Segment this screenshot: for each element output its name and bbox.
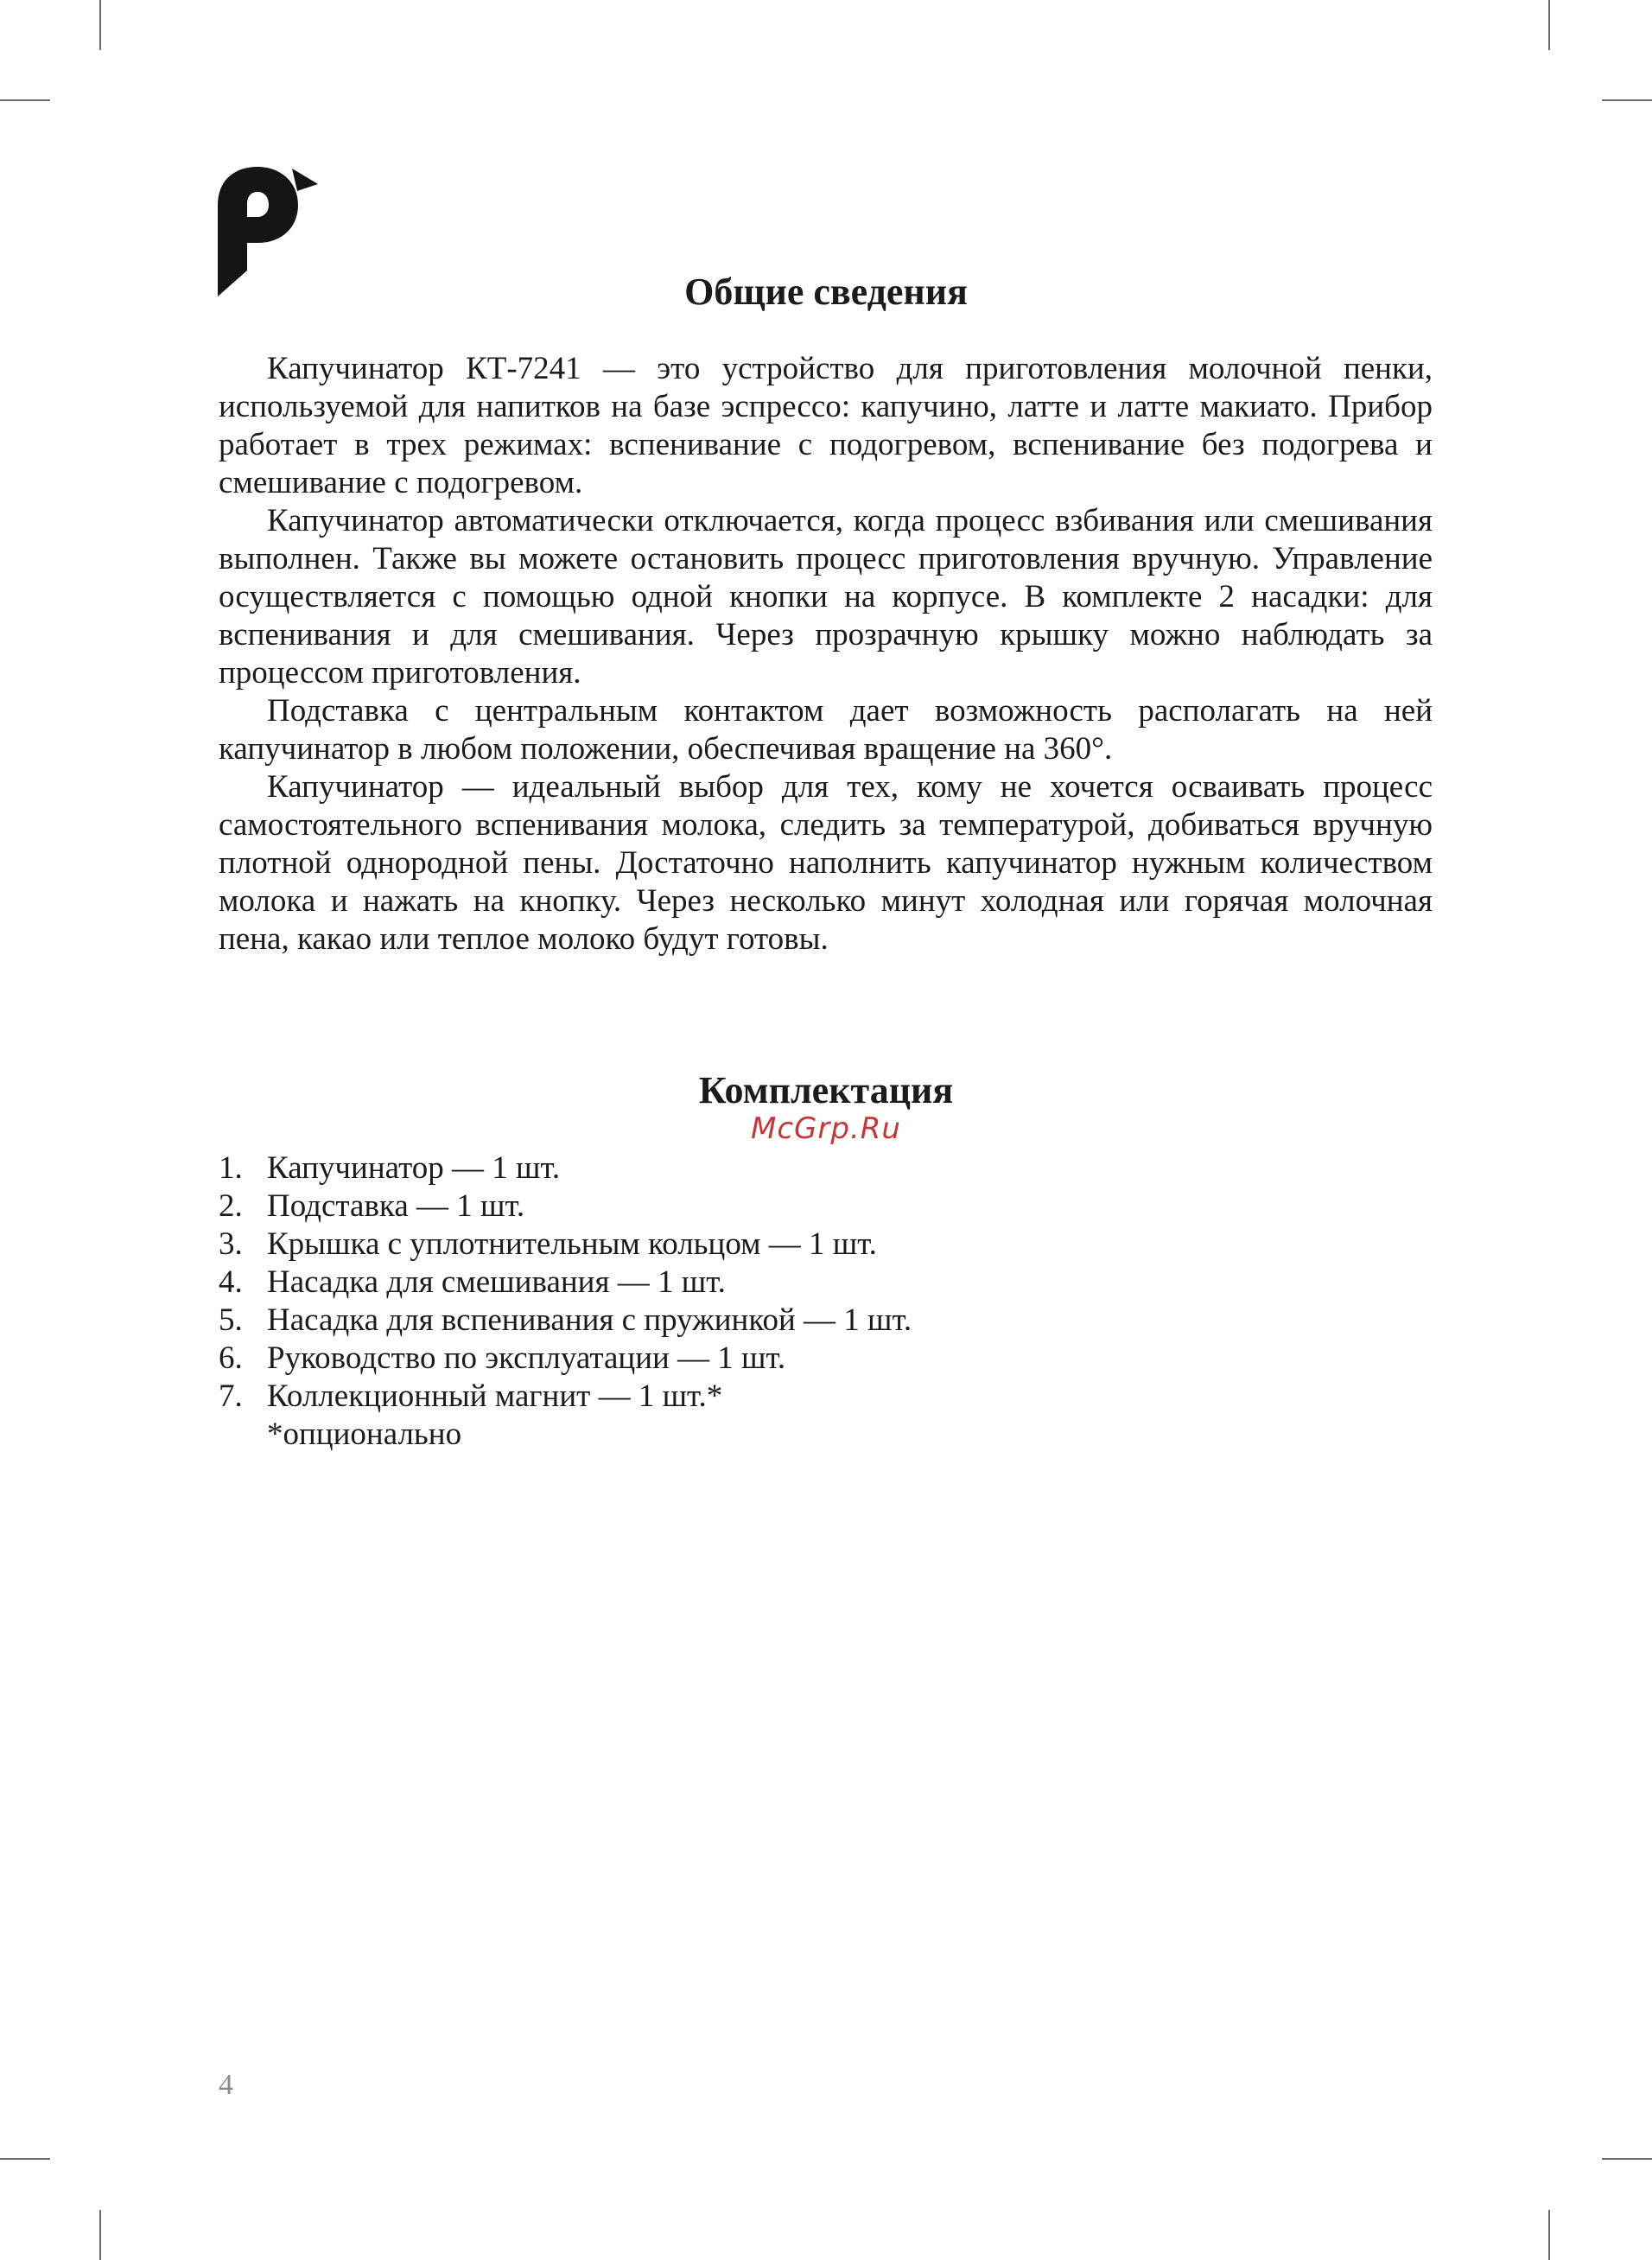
watermark: McGrp.Ru bbox=[751, 1111, 901, 1146]
paragraph: Капучинатор КТ-7241 — это устройство для приготовления молочной пенки, используемой для напитков на базе эспрессо: капучино, латте и латте макиато. Прибор работает в трех режимах: вспенивание с подогревом, вспенивание без подогрева и смешивание с подогревом. bbox=[219, 351, 1433, 500]
list-item-number: 1. bbox=[219, 1150, 243, 1186]
crop-mark bbox=[1548, 0, 1550, 50]
list-item-number: 5. bbox=[219, 1302, 243, 1338]
list-item bbox=[219, 1187, 1255, 1225]
list-item-text: Насадка для вспенивания с пружинкой — 1 шт. bbox=[267, 1302, 912, 1338]
crop-mark bbox=[0, 99, 50, 101]
crop-mark bbox=[1602, 99, 1652, 101]
footnote: *опционально bbox=[267, 1416, 462, 1452]
crop-mark bbox=[99, 0, 101, 50]
crop-mark bbox=[99, 2210, 101, 2260]
list-item bbox=[219, 1378, 1255, 1416]
paragraph: Капучинатор — идеальный выбор для тех, кому не хочется осваивать процесс самостоятельного вспенивания молока, следить за температурой, добиваться вручную плотной однородной пены. Достаточно наполнить капучинатор нужным количеством молока и нажать на кнопку. Через несколько минут холодная или горячая молочная пена, какао или теплое молоко будут готовы. bbox=[219, 769, 1433, 957]
list-item-text: Руководство по эксплуатации — 1 шт. bbox=[267, 1340, 786, 1376]
list-item-text: Капучинатор — 1 шт. bbox=[267, 1150, 561, 1186]
paragraph: Подставка с центральным контактом дает возможность располагать на ней капучинатор в любом положении, обеспечивая вращение на 360°. bbox=[219, 693, 1433, 767]
crop-mark bbox=[1548, 2210, 1550, 2260]
list-item-number: 2. bbox=[219, 1188, 243, 1224]
list-item-number: 4. bbox=[219, 1264, 243, 1300]
list-item-number: 6. bbox=[219, 1340, 243, 1376]
list-item bbox=[219, 1225, 1255, 1264]
list-item bbox=[219, 1264, 1255, 1302]
list-item-text: Коллекционный магнит — 1 шт.* bbox=[267, 1378, 723, 1414]
list-item-text: Подставка — 1 шт. bbox=[267, 1188, 525, 1224]
list-item-number: 7. bbox=[219, 1378, 243, 1414]
contents-list bbox=[219, 1149, 1255, 1416]
list-item-text: Крышка с уплотнительным кольцом — 1 шт. bbox=[267, 1226, 877, 1262]
list-item-number: 3. bbox=[219, 1226, 243, 1262]
section-title-contents: Комплектация bbox=[698, 1069, 954, 1111]
list-item bbox=[219, 1149, 1255, 1187]
list-item-text: Насадка для смешивания — 1 шт. bbox=[267, 1264, 726, 1300]
general-description bbox=[219, 350, 1433, 958]
section-title-general: Общие сведения bbox=[684, 271, 968, 313]
page-number: 4 bbox=[219, 2069, 233, 2101]
crop-mark bbox=[0, 2158, 50, 2160]
paragraph: Капучинатор автоматически отключается, когда процесс взбивания или смешивания выполнен. Также вы можете остановить процесс приготовления вручную. Управление осуществляется с помощью одной кнопки на корпусе. В комплекте 2 насадки: для вспенивания и для смешивания. Через прозрачную крышку можно наблюдать за процессом приготовления. bbox=[219, 503, 1433, 691]
list-item bbox=[219, 1302, 1255, 1340]
list-item bbox=[219, 1340, 1255, 1378]
crop-mark bbox=[1602, 2158, 1652, 2160]
